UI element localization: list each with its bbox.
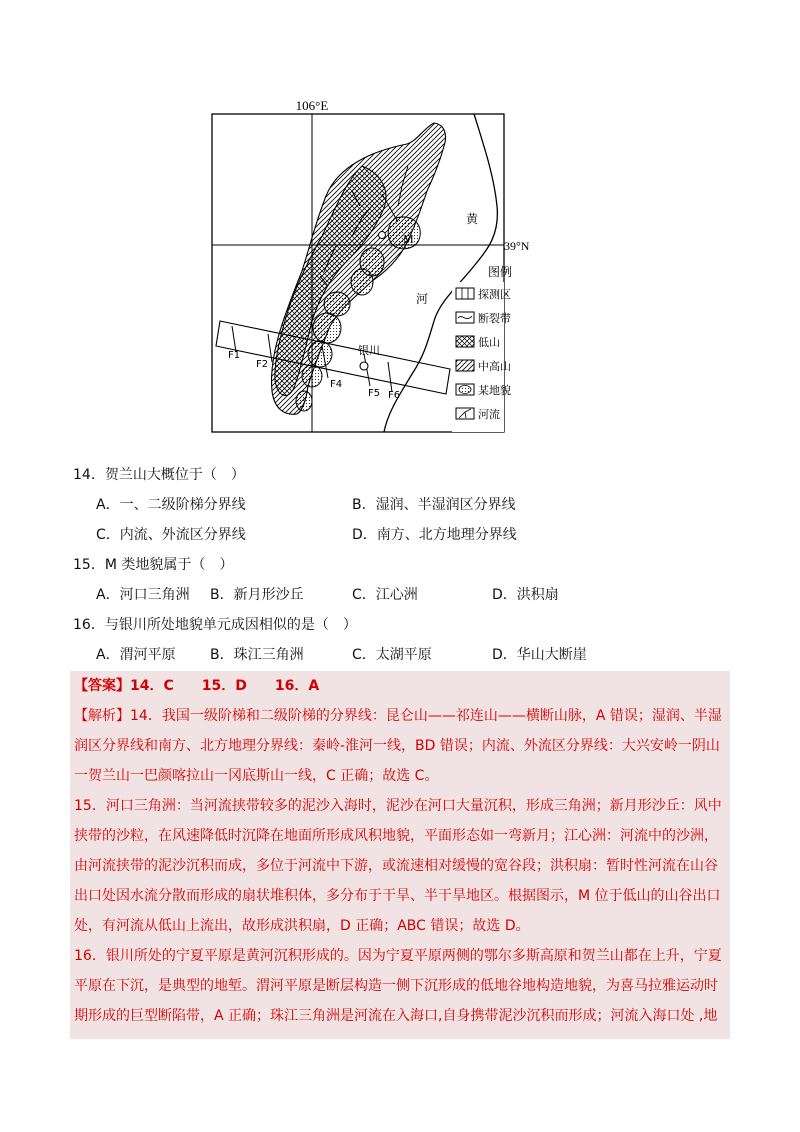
fault-label-f2: F2 bbox=[256, 359, 269, 370]
q16-option-a: A．渭河平原 bbox=[96, 647, 176, 663]
analysis-line-10: 平原在下沉，是典型的地堑。渭河平原是断层构造一侧下沉形成的低地谷地构造地貌，为喜马拉雅运动时 bbox=[74, 978, 718, 994]
analysis-line-4: 15．河口三角洲：当河流挟带较多的泥沙入海时，泥沙在河口大量沉积，形成三角洲；新月形沙丘：风中 bbox=[74, 798, 722, 814]
q15-option-d: D．洪积扇 bbox=[492, 587, 559, 603]
analysis-line-2: 润区分界线和南方、北方地理分界线：秦岭-淮河一线，BD 错误；内流、外流区分界线：大兴安岭一阴山 bbox=[74, 738, 720, 754]
legend-survey-label: 探测区 bbox=[478, 288, 511, 301]
analysis-line-7: 出口处因水流分散而形成的扇状堆积体，多分布于干旱、半干旱地区。根据图示，M 位于低山的山谷出口 bbox=[74, 888, 721, 904]
question-15-stem: 15．M 类地貌属于（ ） bbox=[73, 557, 234, 573]
q16-option-c: C．太湖平原 bbox=[352, 647, 432, 663]
analysis-line-11: 期形成的巨型断陷带，A 正确；珠江三角洲是河流在入海口,自身携带泥沙沉积而形成；河流入海口处 ,地 bbox=[74, 1008, 718, 1024]
q14-option-b: B．湿润、半湿润区分界线 bbox=[352, 497, 516, 513]
map-figure bbox=[212, 96, 530, 436]
geology-map bbox=[212, 96, 530, 436]
question-16-stem: 16．与银川所处地貌单元成因相似的是（ ） bbox=[73, 617, 357, 633]
analysis-line-9: 16．银川所处的宁夏平原是黄河沉积形成的。因为宁夏平原两侧的鄂尔多斯高原和贺兰山都在上升，宁夏 bbox=[74, 948, 722, 964]
q16-option-d: D．华山大断崖 bbox=[492, 647, 587, 663]
legend-landform-label: 某地貌 bbox=[478, 384, 511, 397]
q14-option-c: C．内流、外流区分界线 bbox=[96, 527, 246, 543]
legend-survey-icon bbox=[456, 288, 474, 299]
lat-label: 39°N bbox=[504, 239, 530, 253]
legend-low-mountain-icon bbox=[456, 336, 474, 347]
legend-fault-label: 断裂带 bbox=[478, 312, 511, 325]
river-label-1: 黄 bbox=[466, 212, 479, 226]
fault-label-f5: F5 bbox=[368, 388, 381, 399]
river-label-2: 河 bbox=[416, 292, 429, 306]
q16-option-b: B．珠江三角洲 bbox=[210, 647, 304, 663]
legend-mid-mountain-label: 中高山 bbox=[478, 360, 511, 373]
question-14-stem: 14．贺兰山大概位于（ ） bbox=[73, 467, 245, 483]
analysis-line-3: 一贺兰山一巴颜喀拉山一冈底斯山一线，C 正确；故选 C。 bbox=[74, 768, 439, 784]
landform-blob bbox=[296, 391, 312, 411]
analysis-line-8: 处，有河流从低山上流出，故形成洪积扇，D 正确；ABC 错误；故选 D。 bbox=[74, 918, 530, 934]
fault-label-f1: F1 bbox=[228, 350, 241, 361]
landform-blob bbox=[308, 341, 332, 367]
landform-blob bbox=[302, 365, 322, 387]
q15-option-a: A．河口三角洲 bbox=[96, 587, 190, 603]
legend-title: 图例 bbox=[487, 265, 512, 279]
fault-label-f6: F6 bbox=[388, 390, 401, 401]
analysis-line-6: 由河流挟带的泥沙沉积而成，多位于河流中下游，或流速相对缓慢的宽谷段；洪积扇：暂时性河流在山谷 bbox=[74, 858, 718, 874]
landform-blob bbox=[324, 292, 350, 316]
m-marker bbox=[379, 232, 386, 239]
q15-option-b: B．新月形沙丘 bbox=[210, 587, 304, 603]
landform-blob bbox=[351, 269, 373, 295]
lon-label: 106°E bbox=[295, 98, 329, 113]
m-label: M bbox=[403, 232, 414, 246]
q14-option-d: D．南方、北方地理分界线 bbox=[352, 527, 517, 543]
analysis-line-5: 挟带的沙粒，在风速降低时沉降在地面所形成风积地貌，平面形态如一弯新月；江心洲：河流中的沙洲， bbox=[74, 828, 718, 844]
fault-label-f4: F4 bbox=[330, 379, 343, 390]
q15-option-c: C．江心洲 bbox=[352, 587, 418, 603]
yinchuan-marker bbox=[360, 362, 368, 370]
map-legend bbox=[452, 264, 512, 432]
landform-blob bbox=[313, 313, 341, 343]
answer-line: 【答案】14．C 15．D 16．A bbox=[74, 678, 320, 694]
legend-low-mountain-label: 低山 bbox=[478, 336, 500, 349]
yinchuan-label: 银川 bbox=[358, 344, 380, 357]
legend-river-label: 河流 bbox=[478, 408, 500, 421]
analysis-line-1: 【解析】14．我国一级阶梯和二级阶梯的分界线：昆仑山——祁连山——横断山脉，A 错误；湿润、半湿 bbox=[74, 708, 722, 724]
legend-mid-mountain-icon bbox=[456, 360, 474, 371]
q14-option-a: A．一、二级阶梯分界线 bbox=[96, 497, 246, 513]
